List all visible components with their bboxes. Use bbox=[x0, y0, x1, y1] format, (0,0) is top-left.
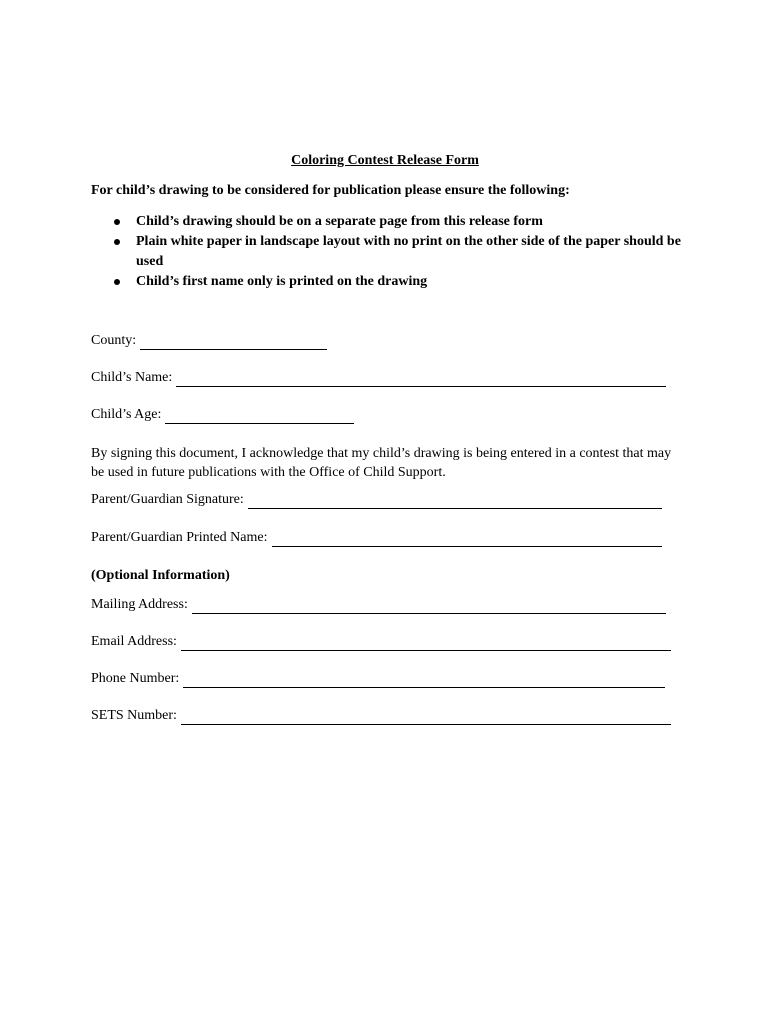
mailing-address-field bbox=[91, 596, 666, 614]
printed-name-input-line[interactable] bbox=[272, 533, 662, 547]
form-title: Coloring Contest Release Form bbox=[291, 153, 479, 168]
child-name-label: Child’s Name: bbox=[91, 370, 173, 385]
sets-number-input-line[interactable] bbox=[181, 711, 671, 725]
signature-field bbox=[91, 491, 662, 509]
child-age-input-line[interactable] bbox=[165, 410, 354, 424]
phone-number-field bbox=[91, 670, 665, 688]
county-label: County: bbox=[91, 333, 137, 348]
signature-label: Parent/Guardian Signature: bbox=[91, 492, 244, 507]
requirement-text: Child’s drawing should be on a separate page from this release form bbox=[136, 214, 543, 229]
requirements-list bbox=[91, 212, 681, 292]
bullet-icon bbox=[114, 279, 120, 285]
printed-name-field bbox=[91, 529, 662, 547]
phone-number-label: Phone Number: bbox=[91, 671, 180, 686]
sets-number-field bbox=[91, 707, 671, 725]
child-name-field bbox=[91, 369, 666, 387]
list-item bbox=[91, 212, 681, 232]
printed-name-label: Parent/Guardian Printed Name: bbox=[91, 530, 268, 545]
child-age-label: Child’s Age: bbox=[91, 407, 162, 422]
bullet-icon bbox=[114, 239, 120, 245]
child-age-field bbox=[91, 406, 354, 424]
bullet-icon bbox=[114, 219, 120, 225]
list-item bbox=[91, 272, 681, 292]
requirement-text: Child’s first name only is printed on the drawing bbox=[136, 274, 428, 289]
mailing-address-label: Mailing Address: bbox=[91, 597, 188, 612]
child-name-input-line[interactable] bbox=[176, 373, 666, 387]
sets-number-label: SETS Number: bbox=[91, 708, 177, 723]
signature-input-line[interactable] bbox=[248, 495, 662, 509]
email-address-field bbox=[91, 633, 671, 651]
email-address-label: Email Address: bbox=[91, 634, 177, 649]
acknowledgement-text: By signing this document, I acknowledge that my child’s drawing is being entered in a contest that may be used in future publications with the Office of Child Support. bbox=[91, 446, 672, 480]
intro-text: For child’s drawing to be considered for publication please ensure the following: bbox=[91, 183, 570, 198]
phone-number-input-line[interactable] bbox=[183, 674, 665, 688]
list-item bbox=[91, 232, 681, 272]
requirement-text: Plain white paper in landscape layout with no print on the other side of the paper should be used bbox=[136, 234, 681, 269]
county-input-line[interactable] bbox=[140, 336, 327, 350]
email-address-input-line[interactable] bbox=[181, 637, 671, 651]
optional-heading: (Optional Information) bbox=[91, 568, 230, 583]
county-field bbox=[91, 332, 327, 350]
mailing-address-input-line[interactable] bbox=[192, 600, 666, 614]
